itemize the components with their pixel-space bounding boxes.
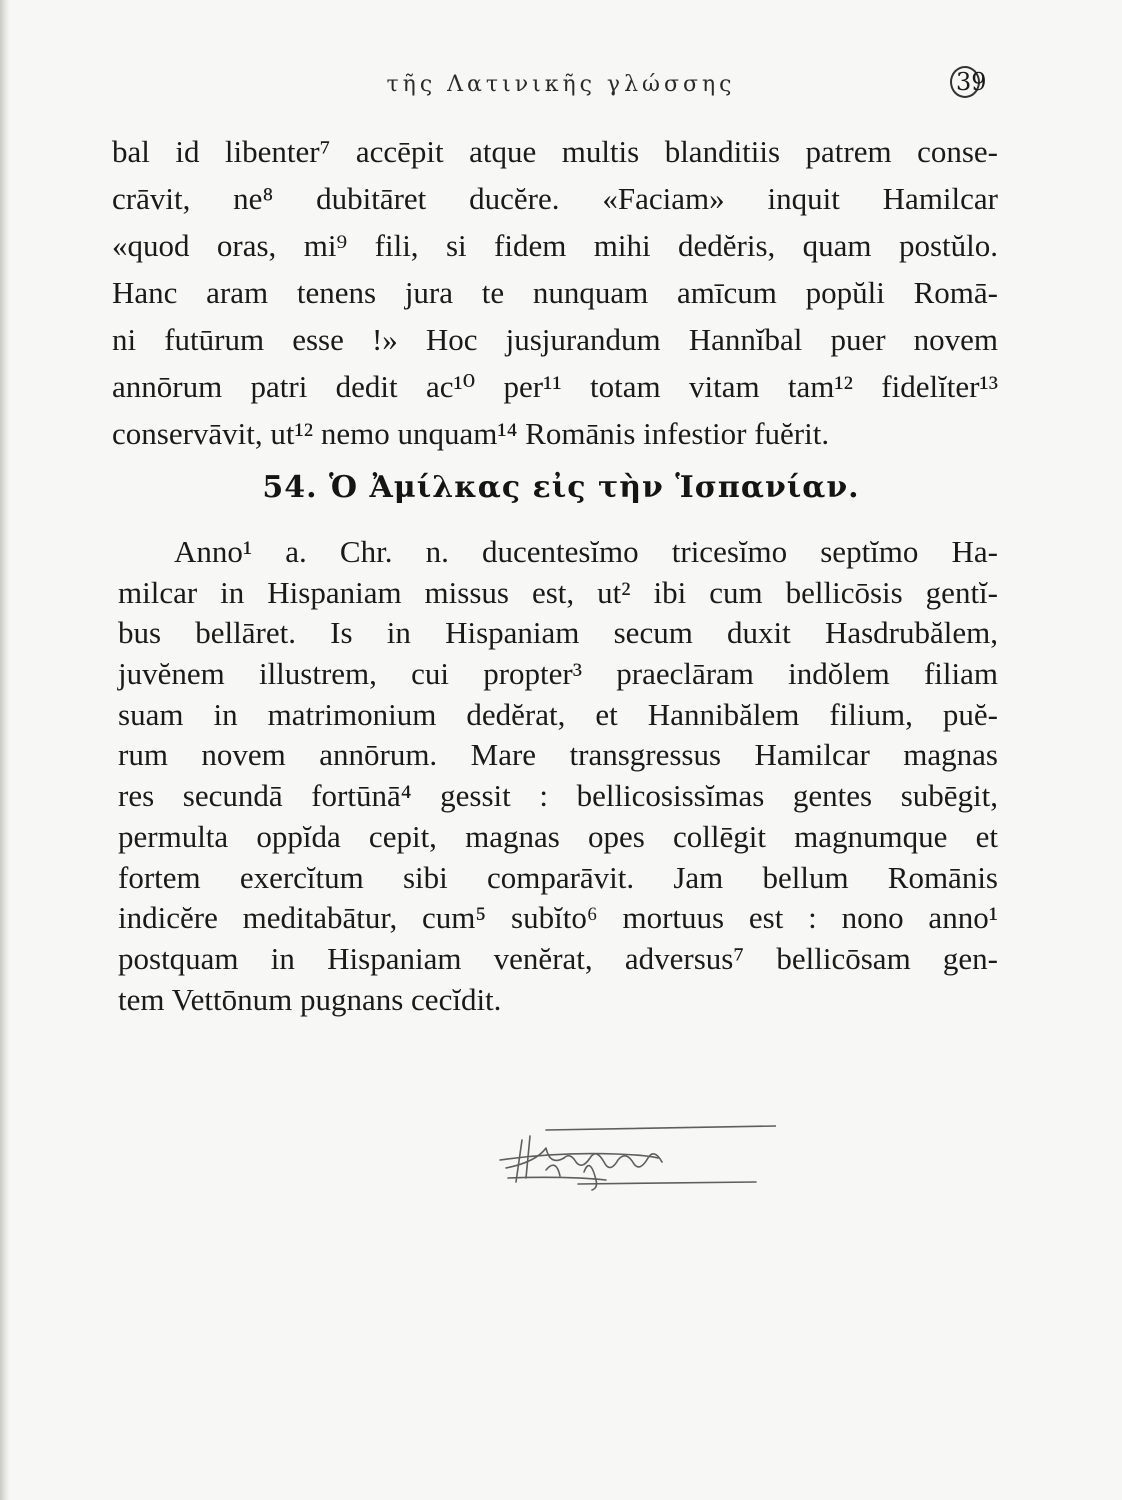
passage-2-line: juvĕnem illustrem, cui propter³ praeclāram indŏlem filiam bbox=[118, 656, 998, 692]
passage-2-line: res secundā fortūnā⁴ gessit : bellicosissĭmas gentes subēgit, bbox=[118, 778, 998, 814]
passage-2-line: postquam in Hispaniam venĕrat, adversus⁷ bellicōsam gen- bbox=[118, 940, 998, 976]
passage-2-line: permulta oppĭda cepit, magnas opes collēgit magnumque et bbox=[118, 818, 998, 854]
passage-1-line: «quod oras, mi⁹ fili, si fidem mihi dedĕris, quam postŭlo. bbox=[112, 228, 998, 263]
handwritten-signature-icon bbox=[486, 1118, 776, 1218]
passage-1-line: crāvit, ne⁸ dubitāret ducĕre. «Faciam» inquit Hamilcar bbox=[112, 181, 998, 216]
passage-2-line: fortem exercĭtum sibi comparāvit. Jam bellum Romānis bbox=[118, 859, 998, 895]
section-heading: 54. Ὁ Ἀμίλκας εἰς τὴν Ἱσπανίαν. bbox=[262, 470, 860, 505]
passage-2-line: tem Vettōnum pugnans cecĭdit. bbox=[118, 981, 502, 1017]
passage-1-line: conservāvit, ut¹² nemo unquam¹⁴ Romānis infestior fuĕrit. bbox=[112, 416, 830, 451]
passage-2-line: rum novem annōrum. Mare transgressus Hamilcar magnas bbox=[118, 737, 998, 773]
passage-1-line: annōrum patri dedit ac¹⁰ per¹¹ totam vitam tam¹² fidelĭter¹³ bbox=[112, 369, 998, 404]
passage-2-line: milcar in Hispaniam missus est, ut² ibi cum bellicōsis gentĭ- bbox=[118, 574, 998, 610]
passage-1-line: bal id libenter⁷ accēpit atque multis blanditiis patrem conse- bbox=[112, 134, 998, 169]
passage-1-line: Hanc aram tenens jura te nunquam amīcum popŭli Romā- bbox=[112, 275, 998, 310]
passage-2-line: indicĕre meditabātur, cum⁵ subĭto⁶ mortuus est : nono anno¹ bbox=[118, 900, 998, 936]
passage-2-line: bus bellāret. Is in Hispaniam secum duxit Hasdrubălem, bbox=[118, 615, 998, 651]
page-number: 39 bbox=[956, 68, 987, 96]
running-head: τῆς Λατινικῆς γλώσσης bbox=[386, 72, 736, 97]
binding-edge bbox=[0, 0, 10, 1500]
passage-2-line: Anno¹ a. Chr. n. ducentesĭmo tricesĭmo septĭmo Ha- bbox=[174, 534, 998, 569]
passage-2 bbox=[118, 532, 998, 1020]
passage-1-line: ni futūrum esse !» Hoc jusjurandum Hannĭbal puer novem bbox=[112, 322, 998, 357]
passage-1 bbox=[112, 128, 998, 457]
passage-2-line: suam in matrimonium dedĕrat, et Hannibălem filium, puĕ- bbox=[118, 696, 998, 732]
